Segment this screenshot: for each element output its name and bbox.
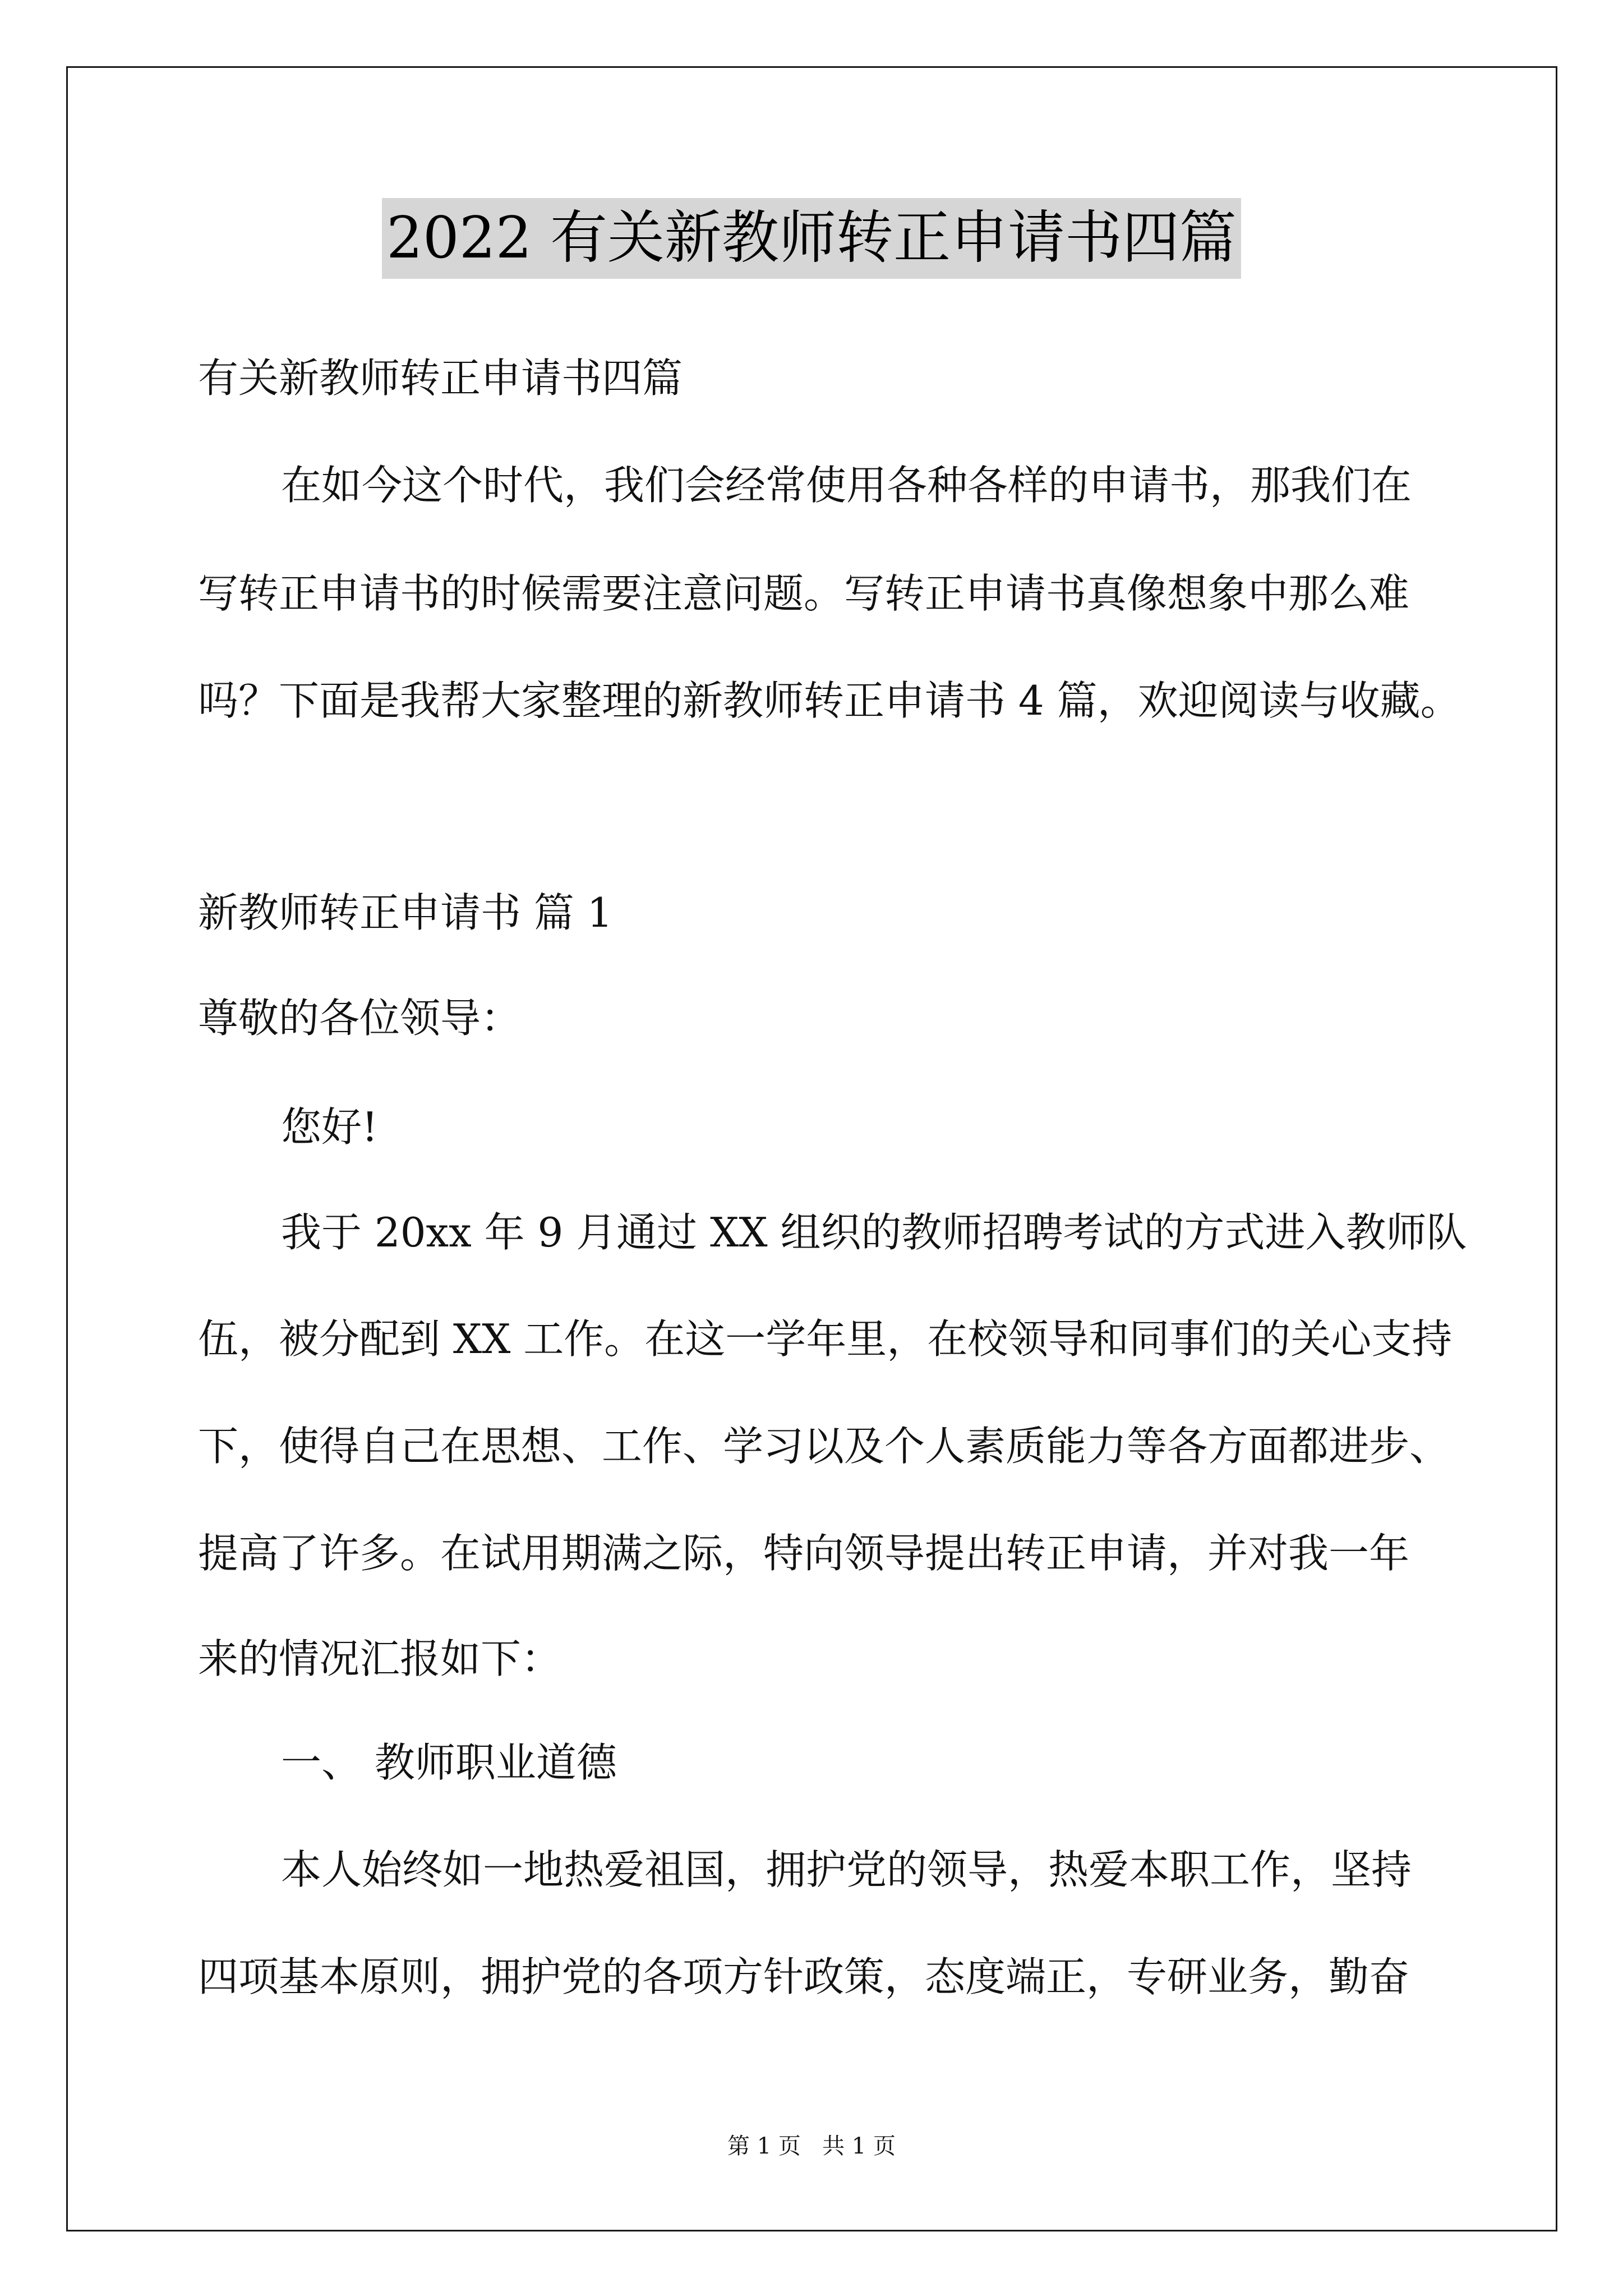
paragraph-line: 在如今这个时代，我们会经常使用各种各样的申请书，那我们在 — [281, 462, 1412, 509]
subsection-heading: 一、 教师职业道德 — [281, 1739, 617, 1786]
paragraph-line: 我于 20xx 年 9 月通过 XX 组织的教师招聘考试的方式进入教师队 — [281, 1209, 1467, 1256]
section-heading: 新教师转正申请书 篇 1 — [198, 889, 613, 936]
paragraph-line: 伍，被分配到 XX 工作。在这一学年里，在校领导和同事们的关心支持 — [198, 1315, 1453, 1363]
title-container — [0, 198, 1623, 279]
paragraph-line: 提高了许多。在试用期满之际，特向领导提出转正申请，并对我一年 — [198, 1530, 1410, 1577]
subtitle-line: 有关新教师转正申请书四篇 — [198, 355, 683, 402]
salutation-line: 尊敬的各位领导： — [198, 995, 522, 1042]
paragraph-line: 来的情况汇报如下： — [198, 1635, 562, 1682]
paragraph-line: 写转正申请书的时候需要注意问题。写转正申请书真像想象中那么难 — [198, 570, 1410, 617]
greeting-line: 您好! — [281, 1103, 378, 1151]
paragraph-line: 吗？下面是我帮大家整理的新教师转正申请书 4 篇，欢迎阅读与收藏。 — [198, 677, 1461, 724]
document-title: 2022 有关新教师转正申请书四篇 — [382, 198, 1241, 279]
page-footer: 第 1 页 共 1 页 — [727, 2133, 896, 2159]
paragraph-line: 下，使得自己在思想、工作、学习以及个人素质能力等各方面都进步、 — [198, 1423, 1450, 1470]
paragraph-line: 四项基本原则，拥护党的各项方针政策，态度端正，专研业务，勤奋 — [198, 1953, 1410, 2000]
paragraph-line: 本人始终如一地热爱祖国，拥护党的领导，热爱本职工作，坚持 — [281, 1846, 1412, 1893]
